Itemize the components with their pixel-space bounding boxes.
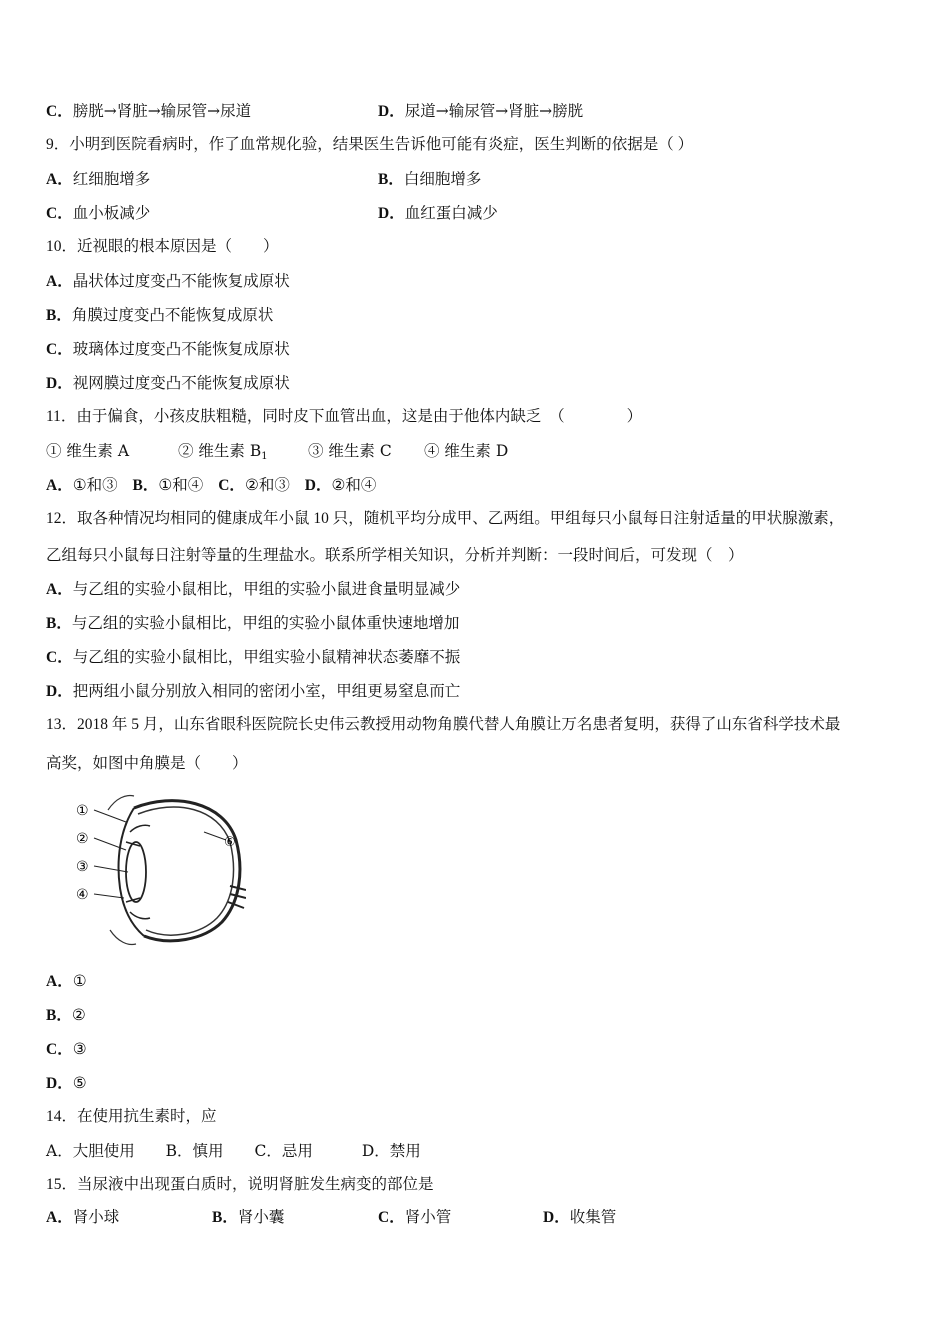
q13-option-a: A．①: [46, 972, 87, 990]
q15-option-a: A．肾小球: [46, 1208, 120, 1226]
q13-option-d: D．⑤: [46, 1074, 87, 1092]
q14-options: [46, 1140, 421, 1162]
figure-label-2: ②: [76, 831, 89, 847]
figure-label-6: ⑥: [224, 835, 236, 850]
q12-option-b: B．与乙组的实验小鼠相比，甲组的实验小鼠体重快速地增加: [46, 614, 460, 632]
eye-diagram: [64, 790, 246, 948]
q10-option-c: C．玻璃体过度变凸不能恢复成原状: [46, 340, 290, 358]
q9-option-d: D．血红蛋白减少: [378, 204, 498, 222]
figure-label-4: ④: [76, 887, 89, 903]
q8-option-c: C．膀胱→肾脏→输尿管→尿道: [46, 102, 252, 120]
q11-option-b: B．①和④: [132, 476, 204, 494]
q12-stem-line2: 乙组每只小鼠每日注射等量的生理盐水。联系所学相关知识，分析并判断：一段时间后，可发现（ ）: [46, 546, 744, 564]
q10-option-d: D．视网膜过度变凸不能恢复成原状: [46, 374, 290, 392]
q13-option-c: C．③: [46, 1040, 87, 1058]
q8-option-d: D．尿道→输尿管→肾脏→膀胱: [378, 102, 584, 120]
figure-label-1: ①: [76, 803, 89, 819]
q11-item-1: ① 维生素 A: [46, 442, 130, 460]
q12-option-c: C．与乙组的实验小鼠相比，甲组实验小鼠精神状态萎靡不振: [46, 648, 461, 666]
q11-item-4: ④ 维生素 D: [424, 442, 509, 460]
q15-option-d: D．收集管: [543, 1208, 617, 1226]
q9-option-a: A．红细胞增多: [46, 170, 151, 188]
q12-stem-line1: 12．取各种情况均相同的健康成年小鼠 10 只，随机平均分成甲、乙两组。甲组每只小鼠每日注射适量的甲状腺激素，: [46, 510, 845, 527]
q11-option-c: C．②和③: [218, 476, 290, 494]
figure-label-3: ③: [76, 859, 89, 875]
q11-stem: 11．由于偏食，小孩皮肤粗糙，同时皮下血管出血，这是由于他体内缺乏 （ ）: [46, 408, 643, 425]
q13-stem-line1: 13．2018 年 5 月，山东省眼科医院院长史伟云教授用动物角膜代替人角膜让万名患者复明，获得了山东省科学技术最: [46, 716, 841, 733]
q14-option-b: B．慎用: [165, 1142, 224, 1160]
q15-stem: 15．当尿液中出现蛋白质时，说明肾脏发生病变的部位是: [46, 1176, 434, 1193]
q14-option-a: A．大胆使用: [46, 1142, 135, 1160]
q9-option-b: B．白细胞增多: [378, 170, 482, 188]
q13-stem-line2: 高奖，如图中角膜是（ ）: [46, 754, 248, 772]
q14-stem: 14．在使用抗生素时，应: [46, 1108, 217, 1125]
q15-option-c: C．肾小管: [378, 1208, 452, 1226]
q12-option-d: D．把两组小鼠分别放入相同的密闭小室，甲组更易窒息而亡: [46, 682, 461, 700]
q9-stem: 9．小明到医院看病时，作了血常规化验，结果医生告诉他可能有炎症，医生判断的依据是（ ）: [46, 136, 694, 153]
q9-option-c: C．血小板减少: [46, 204, 151, 222]
q12-option-a: A．与乙组的实验小鼠相比，甲组的实验小鼠进食量明显减少: [46, 580, 461, 598]
q13-option-b: B．②: [46, 1006, 86, 1024]
q11-option-d: D．②和④: [304, 476, 377, 494]
q11-option-a: A．①和③: [46, 476, 118, 494]
q14-option-d: D．禁用: [361, 1142, 421, 1160]
q10-option-a: A．晶状体过度变凸不能恢复成原状: [46, 272, 290, 290]
q15-option-b: B．肾小囊: [212, 1208, 285, 1226]
q11-options: [46, 474, 376, 497]
q10-stem: 10．近视眼的根本原因是（ ）: [46, 238, 279, 255]
q11-item-3: ③ 维生素 C: [308, 442, 392, 460]
q14-option-c: C．忌用: [254, 1142, 313, 1160]
q10-option-b: B．角膜过度变凸不能恢复成原状: [46, 306, 274, 324]
q11-item-2: ② 维生素 $B_1$: [178, 442, 268, 462]
